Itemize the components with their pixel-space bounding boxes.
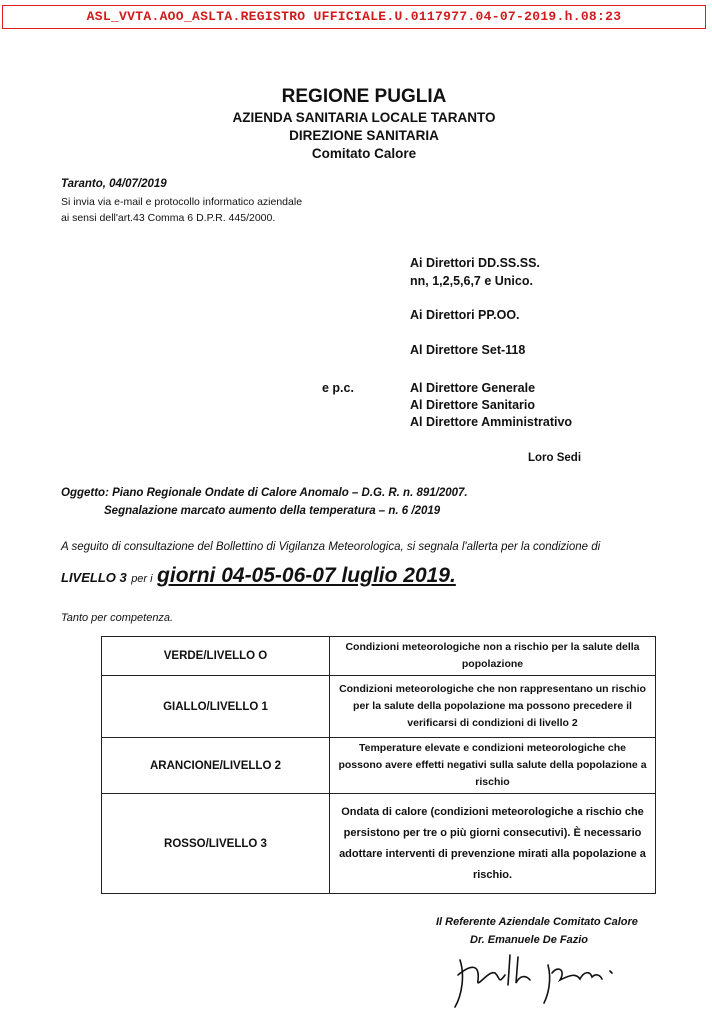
handwritten-signature <box>440 935 640 1015</box>
protocol-stamp: ASL_VVTA.AOO_ASLTA.REGISTRO UFFICIALE.U.0117977.04-07-2019.h.08:23 <box>2 5 706 29</box>
level-description: Condizioni meteorologiche non a rischio per la salute della popolazione <box>330 637 656 676</box>
subject-line1: Oggetto: Piano Regionale Ondate di Calore Anomalo – D.G. R. n. 891/2007. <box>61 487 468 499</box>
recipient-line: Al Direttore Set-118 <box>410 343 526 357</box>
sending-note-line2: ai sensi dell'art.43 Comma 6 D.P.R. 445/2000. <box>61 212 276 224</box>
committee-title: Comitato Calore <box>311 146 417 161</box>
place-date: Taranto, 04/07/2019 <box>61 178 167 190</box>
recipient-line: Ai Direttori PP.OO. <box>410 308 520 322</box>
signatory-role: Il Referente Aziendale Comitato Calore <box>436 916 638 928</box>
body-intro: A seguito di consultazione del Bollettino di Vigilanza Meteorologica, si segnala l'allerta per la condizione di <box>61 541 601 553</box>
level-name: ARANCIONE/LIVELLO 2 <box>102 738 330 794</box>
region-title: REGIONE PUGLIA <box>281 86 447 107</box>
recipient-line: Ai Direttori DD.SS.SS. <box>410 256 540 270</box>
alert-days: giorni 04-05-06-07 luglio 2019. <box>157 564 456 587</box>
per-i-text: per i <box>131 573 153 585</box>
table-row <box>102 676 656 738</box>
cc-label: e p.c. <box>322 381 354 395</box>
alert-levels-table <box>101 636 656 894</box>
subject-line2: Segnalazione marcato aumento della temperatura – n. 6 /2019 <box>104 505 441 517</box>
cc-recipient: Al Direttore Amministrativo <box>410 415 573 429</box>
level-description: Ondata di calore (condizioni meteorologiche a rischio che persistono per tre o più giorni consecutivi). È necessario adottare interventi di prevenzione mirati alla popolazione a rischio. <box>330 794 656 894</box>
alert-line <box>61 564 456 588</box>
level-name: VERDE/LIVELLO O <box>102 637 330 676</box>
table-row <box>102 794 656 894</box>
cc-recipient: Al Direttore Sanitario <box>410 398 536 412</box>
direction-title: DIREZIONE SANITARIA <box>289 128 439 143</box>
table-row <box>102 738 656 794</box>
loro-sedi: Loro Sedi <box>528 452 582 464</box>
table-row <box>102 637 656 676</box>
cc-recipient: Al Direttore Generale <box>410 381 536 395</box>
level-description: Condizioni meteorologiche che non rappresentano un rischio per la salute della popolazione ma possono precedere il verificarsi di condizioni di livello 2 <box>330 676 656 738</box>
level-name: ROSSO/LIVELLO 3 <box>102 794 330 894</box>
alert-level: LIVELLO 3 <box>61 570 127 585</box>
level-name: GIALLO/LIVELLO 1 <box>102 676 330 738</box>
signatory-name: Dr. Emanuele De Fazio <box>470 934 588 946</box>
recipient-line: nn, 1,2,5,6,7 e Unico. <box>410 274 533 288</box>
sending-note-line1: Si invia via e-mail e protocollo informatico aziendale <box>61 196 303 208</box>
agency-title: AZIENDA SANITARIA LOCALE TARANTO <box>232 110 496 125</box>
closing-text: Tanto per competenza. <box>61 612 174 624</box>
level-description: Temperature elevate e condizioni meteorologiche che possono avere effetti negativi sulla salute della popolazione a rischio <box>330 738 656 794</box>
